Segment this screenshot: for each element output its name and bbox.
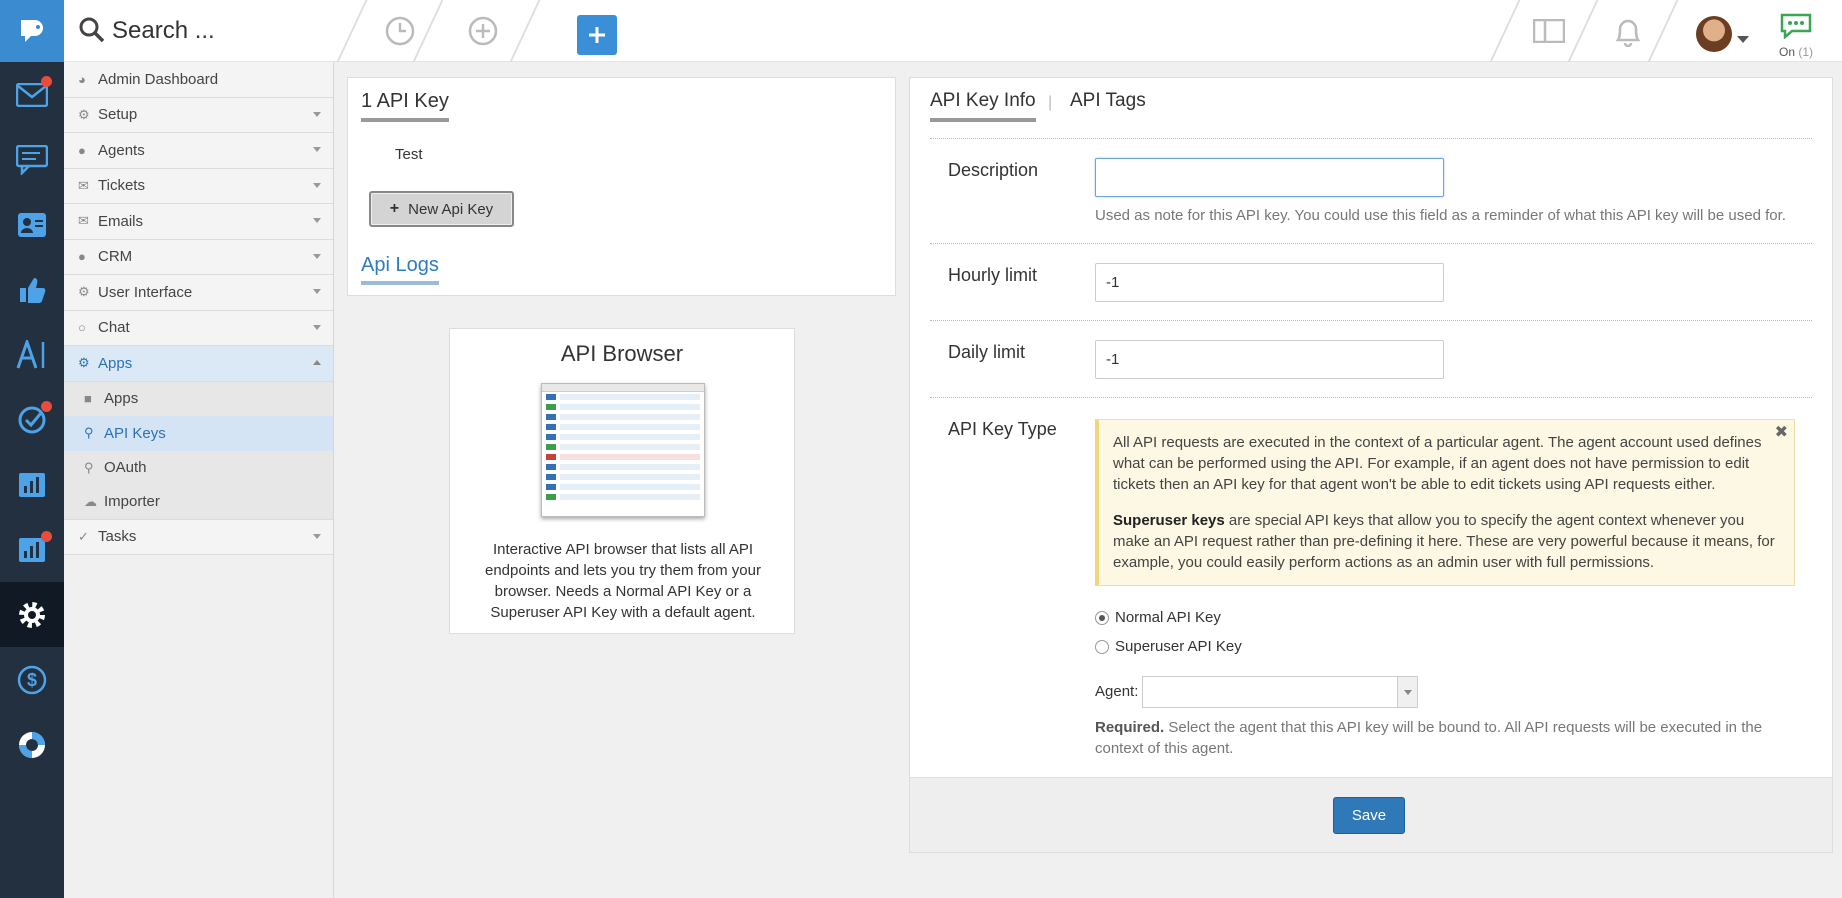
plus-icon — [588, 26, 606, 44]
notification-dot — [41, 76, 52, 87]
notification-dot — [41, 401, 52, 412]
api-key-detail-panel — [909, 77, 1833, 853]
sidebar-item-label: Chat — [98, 319, 130, 337]
divider — [1568, 0, 1599, 62]
split-view-icon[interactable] — [1533, 19, 1565, 48]
sidebar-item-label: Apps — [98, 354, 133, 372]
sidebar-item-tickets[interactable] — [64, 169, 333, 205]
gear-icon: ⚙ — [78, 284, 90, 300]
api-key-type-label: API Key Type — [948, 419, 1057, 439]
chevron-down-icon — [313, 218, 321, 223]
gear-icon[interactable] — [0, 582, 64, 647]
sidebar-subitem-oauth[interactable] — [64, 451, 333, 486]
sidebar-item-emails[interactable] — [64, 204, 333, 240]
gear-icon: ⚙ — [78, 106, 90, 122]
sidebar-item-apps[interactable] — [64, 346, 333, 382]
oauth-icon: ⚲ — [84, 459, 94, 475]
sidebar-item-user-interface[interactable] — [64, 275, 333, 311]
plus-icon: + — [389, 200, 400, 217]
api-key-list-item[interactable]: Test — [395, 146, 423, 163]
description-label: Description — [948, 160, 1039, 180]
chevron-down-icon — [313, 112, 321, 117]
chevron-down-icon — [313, 254, 321, 259]
agent-help: Required. Select the agent that this API key will be bound to. All API requests will be executed in the context of this agent. — [1095, 719, 1763, 757]
sidebar-item-label: Tickets — [98, 177, 145, 195]
api-key-list-panel — [347, 77, 896, 296]
chevron-down-icon — [313, 325, 321, 330]
sidebar-item-label: Emails — [98, 212, 144, 230]
notification-dot — [41, 531, 52, 542]
envelope-open-icon: ✉ — [78, 213, 89, 229]
envelope-icon: ✉ — [78, 177, 89, 193]
radio-superuser-api-key[interactable] — [1095, 638, 1242, 655]
avatar[interactable] — [1696, 16, 1732, 52]
admin-sidebar — [64, 62, 334, 898]
sidebar-subitem-apps[interactable] — [64, 382, 333, 417]
divider — [930, 397, 1812, 398]
sidebar-item-admin-dashboard[interactable] — [64, 62, 333, 98]
dashboard-icon: ◕ — [78, 71, 86, 87]
button-label: New Api Key — [408, 200, 494, 218]
form-footer — [910, 777, 1832, 852]
agent-label: Agent: — [1095, 683, 1139, 700]
add-button[interactable] — [577, 15, 617, 55]
chat-status[interactable] — [1776, 13, 1816, 59]
notice-paragraph: All API requests are executed in the context of a particular agent. The agent account used defines what can be performed using the API. For example, if an agent does not have permission to edit tickets then an API key for that agent won't be able to edit tickets using API requests either. — [1113, 434, 1762, 493]
divider — [510, 0, 541, 62]
panel-title: 1 API Key — [361, 90, 449, 122]
sidebar-item-crm[interactable] — [64, 240, 333, 276]
thumbs-up-icon[interactable] — [0, 257, 64, 322]
radio-button[interactable] — [1095, 640, 1109, 654]
sidebar-subitem-api-keys[interactable] — [64, 416, 333, 451]
divider — [930, 138, 1812, 139]
text-editor-icon[interactable] — [0, 322, 64, 387]
api-browser-card — [449, 328, 795, 634]
tab-api-key-info[interactable]: API Key Info — [930, 90, 1036, 122]
radio-normal-api-key[interactable] — [1095, 609, 1221, 626]
card-title: API Browser — [560, 341, 684, 366]
sidebar-subitem-label: Apps — [104, 390, 139, 408]
api-browser-thumbnail[interactable] — [541, 383, 705, 517]
lifebuoy-icon[interactable] — [0, 712, 64, 777]
sidebar-item-tasks[interactable] — [64, 520, 333, 556]
description-field[interactable] — [1095, 158, 1444, 197]
divider — [413, 0, 444, 62]
sidebar-item-label: Setup — [98, 106, 138, 124]
chat-icon — [1780, 13, 1812, 39]
clock-icon[interactable] — [384, 15, 416, 52]
sidebar-item-label: CRM — [98, 248, 133, 266]
chevron-down-icon — [313, 183, 321, 188]
key-icon: ⚲ — [84, 425, 94, 441]
bar-chart-icon[interactable] — [0, 517, 64, 582]
user-icon: ● — [78, 142, 86, 158]
close-icon[interactable]: ✖ — [1774, 424, 1788, 441]
chevron-down-icon[interactable] — [1737, 31, 1749, 49]
daily-limit-label: Daily limit — [948, 342, 1026, 362]
puzzle-icon: ■ — [84, 391, 92, 407]
search-input[interactable] — [112, 14, 332, 48]
sidebar-subitem-label: Importer — [104, 493, 160, 511]
contacts-card-icon[interactable] — [0, 192, 64, 257]
chevron-down-icon — [313, 147, 321, 152]
mail-icon[interactable] — [0, 62, 64, 127]
divider — [337, 0, 368, 62]
chat-icon: ○ — [78, 320, 86, 336]
chevron-down-icon[interactable] — [1397, 677, 1417, 707]
divider — [1490, 0, 1521, 62]
check-circle-icon: ✓ — [78, 528, 89, 544]
save-button[interactable]: Save — [1333, 797, 1405, 834]
radio-button[interactable] — [1095, 611, 1109, 625]
bell-icon[interactable] — [1614, 17, 1642, 52]
description-help: Used as note for this API key. You could use this field as a reminder of what this API key will be used for. — [1095, 207, 1786, 224]
divider — [930, 320, 1812, 321]
cloud-icon: ☁ — [84, 493, 97, 509]
tab-separator: | — [1048, 94, 1053, 111]
notice-paragraph: Superuser keys are special API keys that allow you to specify the agent context whenever you make an API request rather than pre-defining it here. These are very powerful because it means, for example, you could easily perform actions as an admin user with full permissions. — [1113, 512, 1775, 571]
divider — [1648, 0, 1679, 62]
svg-text:$: $ — [26, 669, 38, 690]
chevron-up-icon — [313, 360, 321, 365]
sidebar-item-agents[interactable] — [64, 133, 333, 169]
sidebar-item-chat[interactable] — [64, 311, 333, 347]
tab-api-tags[interactable]: API Tags — [1070, 90, 1146, 111]
chevron-down-icon — [313, 534, 321, 539]
check-circle-icon[interactable] — [0, 387, 64, 452]
api-key-type-notice — [1095, 419, 1795, 586]
app-rail — [0, 0, 64, 898]
chat-bubbles-icon[interactable] — [0, 127, 64, 192]
sidebar-item-label: User Interface — [98, 283, 193, 301]
sidebar-item-setup[interactable] — [64, 98, 333, 134]
sidebar-subitem-label: API Keys — [104, 424, 166, 442]
sidebar-subitem-label: OAuth — [104, 459, 147, 477]
bar-chart-icon[interactable] — [0, 452, 64, 517]
chat-status-label: On (1) — [1778, 45, 1814, 59]
dollar-icon[interactable] — [0, 647, 64, 712]
api-logs-link[interactable]: Api Logs — [361, 254, 439, 285]
people-icon: ● — [78, 249, 86, 265]
divider — [930, 243, 1812, 244]
hourly-limit-field[interactable] — [1095, 263, 1444, 302]
card-description: Interactive API browser that lists all API endpoints and lets you try them from your browser. Needs a Normal API Key or a Superuser API Key with a default agent. — [485, 541, 761, 621]
hourly-limit-label: Hourly limit — [948, 265, 1038, 285]
sidebar-item-label: Admin Dashboard — [98, 70, 219, 88]
key-icon: ⚙ — [78, 355, 90, 371]
sidebar-item-label: Tasks — [98, 528, 137, 546]
radio-label: Superuser API Key — [1115, 638, 1242, 655]
sidebar-item-label: Agents — [98, 141, 145, 159]
sidebar-subitem-importer[interactable] — [64, 485, 333, 520]
new-api-key-button[interactable] — [369, 191, 514, 227]
top-bar — [64, 0, 1842, 62]
search-icon[interactable] — [78, 16, 106, 49]
add-circle-icon[interactable] — [467, 15, 499, 52]
chevron-down-icon — [313, 289, 321, 294]
radio-label: Normal API Key — [1115, 609, 1221, 626]
app-logo-icon[interactable] — [0, 0, 64, 62]
agent-select[interactable] — [1142, 676, 1418, 708]
daily-limit-field[interactable] — [1095, 340, 1444, 379]
